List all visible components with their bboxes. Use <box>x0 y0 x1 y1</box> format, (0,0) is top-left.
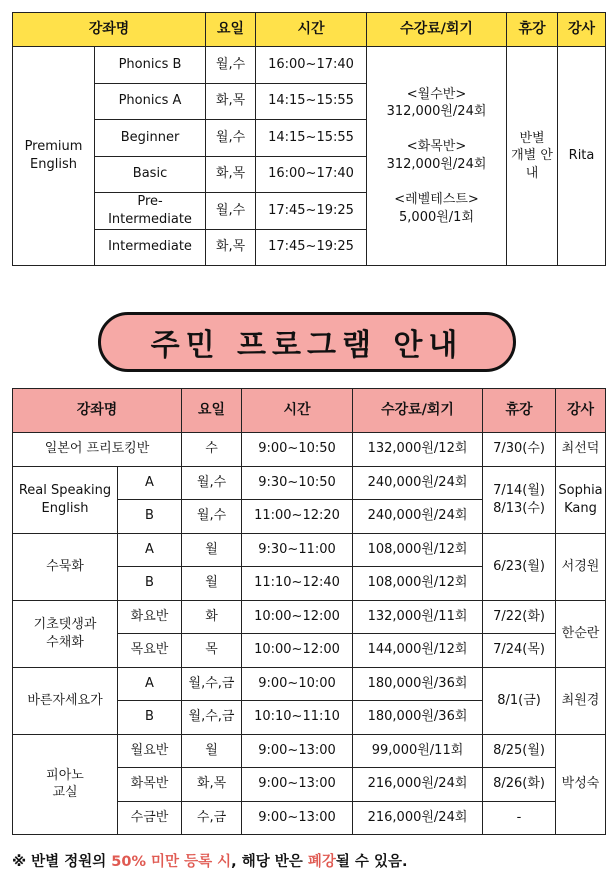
time-cell: 10:10~11:10 <box>242 701 353 735</box>
time-cell: 9:00~10:50 <box>242 433 353 467</box>
header-holiday: 휴강 <box>483 389 556 433</box>
holiday-cell: 7/30(수) <box>483 433 556 467</box>
fee-cell: 180,000원/36회 <box>353 701 483 735</box>
header-course: 강좌명 <box>13 13 206 47</box>
time-cell: 14:15~15:55 <box>256 83 367 120</box>
time-cell: 9:00~13:00 <box>242 734 353 768</box>
days-cell: 월,수,금 <box>182 701 242 735</box>
instructor-cell: Sophia Kang <box>556 466 606 533</box>
header-fee: 수강료/회기 <box>353 389 483 433</box>
course-name: Premium English <box>13 47 95 266</box>
course-name: 수묵화 <box>13 533 118 600</box>
course-name: 바른자세요가 <box>13 667 118 734</box>
instructor-cell: 박성숙 <box>556 734 606 835</box>
days-cell: 화 <box>182 600 242 634</box>
instructor-cell: 최원경 <box>556 667 606 734</box>
time-cell: 16:00~17:40 <box>256 47 367 84</box>
class-cell: 화목반 <box>118 768 182 802</box>
class-cell: B <box>118 567 182 601</box>
holiday-cell: 7/14(월) 8/13(수) <box>483 466 556 533</box>
time-cell: 14:15~15:55 <box>256 120 367 157</box>
days-cell: 월,수 <box>182 500 242 534</box>
course-name: 기초뎃생과 수채화 <box>13 600 118 667</box>
class-cell: A <box>118 466 182 500</box>
time-cell: 11:10~12:40 <box>242 567 353 601</box>
time-cell: 9:00~10:00 <box>242 667 353 701</box>
level-cell: Phonics A <box>95 83 206 120</box>
days-cell: 화,목 <box>206 229 256 266</box>
program-banner: 주민 프로그램 안내 <box>98 312 516 372</box>
fee-cell: 108,000원/12회 <box>353 533 483 567</box>
time-cell: 9:30~10:50 <box>242 466 353 500</box>
fee-cell: 144,000원/12회 <box>353 634 483 668</box>
time-cell: 11:00~12:20 <box>242 500 353 534</box>
class-cell: B <box>118 701 182 735</box>
days-cell: 월,수 <box>206 120 256 157</box>
header-time: 시간 <box>256 13 367 47</box>
holiday-cell: - <box>483 801 556 835</box>
level-cell: Pre- Intermediate <box>95 193 206 230</box>
days-cell: 월,수 <box>182 466 242 500</box>
time-cell: 10:00~12:00 <box>242 634 353 668</box>
note-highlight-min-enrollment: 50% 미만 등록 시 <box>111 854 232 870</box>
days-cell: 월,수 <box>206 193 256 230</box>
enrollment-note <box>12 850 612 871</box>
header-days: 요일 <box>206 13 256 47</box>
header-days: 요일 <box>182 389 242 433</box>
days-cell: 월,수,금 <box>182 667 242 701</box>
days-cell: 수,금 <box>182 801 242 835</box>
class-cell: 목요반 <box>118 634 182 668</box>
header-fee: 수강료/회기 <box>367 13 507 47</box>
days-cell: 수 <box>182 433 242 467</box>
header-holiday: 휴강 <box>507 13 558 47</box>
fee-cell: 240,000원/24회 <box>353 500 483 534</box>
class-cell: A <box>118 533 182 567</box>
holiday-cell: 6/23(월) <box>483 533 556 600</box>
note-suffix: 될 수 있음. <box>335 854 408 870</box>
header-instructor: 강사 <box>556 389 606 433</box>
time-cell: 17:45~19:25 <box>256 193 367 230</box>
days-cell: 목 <box>182 634 242 668</box>
holiday-cell: 반별 개별 안내 <box>507 47 558 266</box>
time-cell: 9:30~11:00 <box>242 533 353 567</box>
days-cell: 화,목 <box>206 83 256 120</box>
fee-cell: 216,000원/24회 <box>353 768 483 802</box>
level-cell: Phonics B <box>95 47 206 84</box>
course-name: Real Speaking English <box>13 466 118 533</box>
instructor-cell: 최선덕 <box>556 433 606 467</box>
fee-cell: 132,000원/11회 <box>353 600 483 634</box>
fee-cell: 132,000원/12회 <box>353 433 483 467</box>
course-name: 일본어 프리토킹반 <box>13 433 182 467</box>
level-cell: Beginner <box>95 120 206 157</box>
days-cell: 월,수 <box>206 47 256 84</box>
days-cell: 화,목 <box>206 156 256 193</box>
class-cell: A <box>118 667 182 701</box>
time-cell: 16:00~17:40 <box>256 156 367 193</box>
days-cell: 월 <box>182 533 242 567</box>
class-cell: 월요반 <box>118 734 182 768</box>
note-prefix: ※ 반별 정원의 <box>12 854 112 870</box>
premium-english-table <box>12 12 606 266</box>
fee-cell: 216,000원/24회 <box>353 801 483 835</box>
days-cell: 화,목 <box>182 768 242 802</box>
class-cell: B <box>118 500 182 534</box>
holiday-cell: 8/26(화) <box>483 768 556 802</box>
time-cell: 9:00~13:00 <box>242 768 353 802</box>
fee-cell: 240,000원/24회 <box>353 466 483 500</box>
instructor-cell: 한순란 <box>556 600 606 667</box>
time-cell: 9:00~13:00 <box>242 801 353 835</box>
instructor-cell: Rita <box>558 47 606 266</box>
fee-cell: 108,000원/12회 <box>353 567 483 601</box>
fee-cell: 99,000원/11회 <box>353 734 483 768</box>
time-cell: 17:45~19:25 <box>256 229 367 266</box>
fee-cell: <월수반> 312,000원/24회 <화목반> 312,000원/24회 <레벨테스트> 5,000원/1회 <box>367 47 507 266</box>
class-cell: 수금반 <box>118 801 182 835</box>
holiday-cell: 8/1(금) <box>483 667 556 734</box>
course-name: 피아노 교실 <box>13 734 118 835</box>
level-cell: Intermediate <box>95 229 206 266</box>
instructor-cell: 서경원 <box>556 533 606 600</box>
holiday-cell: 8/25(월) <box>483 734 556 768</box>
time-cell: 10:00~12:00 <box>242 600 353 634</box>
header-course: 강좌명 <box>13 389 182 433</box>
class-cell: 화요반 <box>118 600 182 634</box>
days-cell: 월 <box>182 567 242 601</box>
note-highlight-cancel: 폐강 <box>307 854 336 870</box>
header-time: 시간 <box>242 389 353 433</box>
header-instructor: 강사 <box>558 13 606 47</box>
resident-program-table <box>12 388 606 835</box>
days-cell: 월 <box>182 734 242 768</box>
holiday-cell: 7/24(목) <box>483 634 556 668</box>
note-middle: , 해당 반은 <box>231 854 308 870</box>
holiday-cell: 7/22(화) <box>483 600 556 634</box>
fee-cell: 180,000원/36회 <box>353 667 483 701</box>
level-cell: Basic <box>95 156 206 193</box>
